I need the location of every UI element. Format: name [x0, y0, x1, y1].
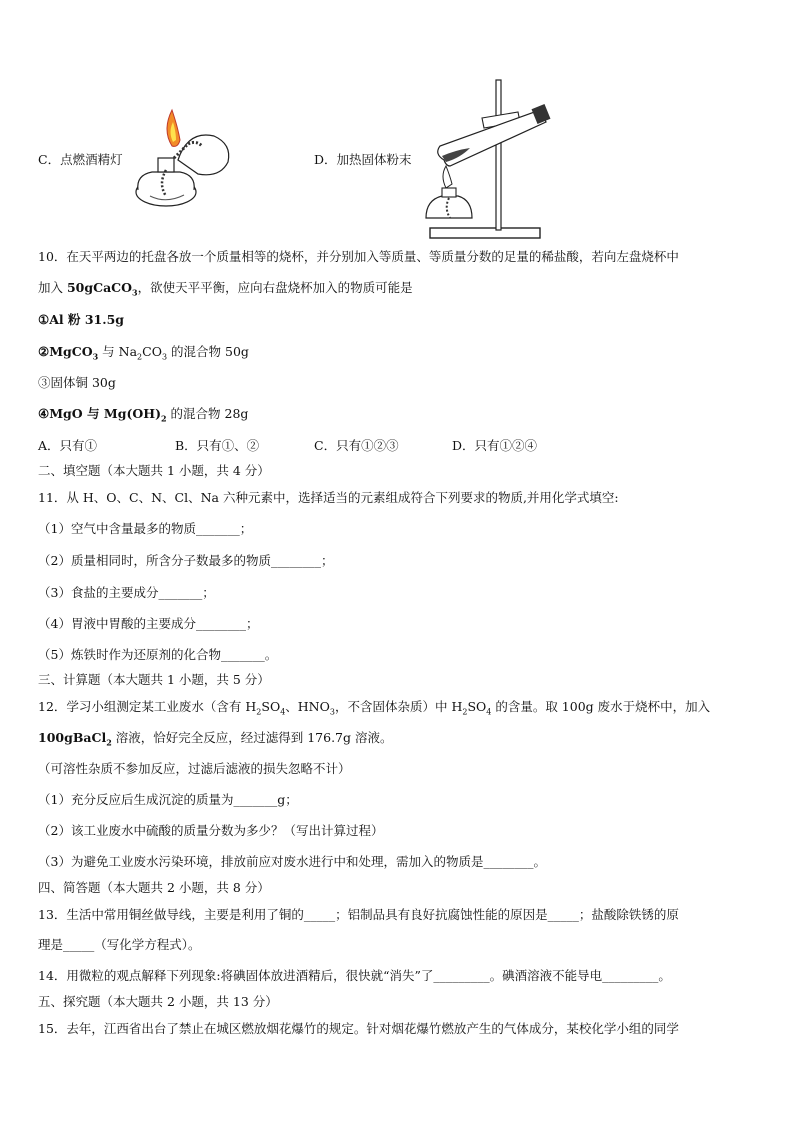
q12-note: （可溶性杂质不参加反应，过滤后滤液的损失忽略不计） — [38, 761, 351, 776]
q11-item-2: （2）质量相同时，所含分子数最多的物质________； — [38, 553, 334, 568]
q11-item-4: （4）胃液中胃酸的主要成分________； — [38, 616, 259, 631]
q12-l1f: 的含量。取 100g 废水于烧杯中，加入 — [491, 699, 711, 714]
q10-sub-3: 3 — [132, 287, 138, 298]
q10-line1: 10．在天平两边的托盘各放一个质量相等的烧杯，并分别加入等质量、等质量分数的足量的稀盐酸，若向左盘烧杯中 — [38, 249, 679, 264]
q10-line2 — [38, 279, 413, 297]
q12-l1b: SO — [261, 699, 281, 714]
q10-opt4 — [38, 405, 248, 423]
q10-opt2-b: 与 Na — [98, 344, 138, 359]
q12-sub-d: 2 — [462, 707, 468, 717]
option-c-text: 点燃酒精灯 — [60, 152, 123, 167]
q10-choice-a: A．只有① — [38, 438, 98, 453]
q12-item-1: （1）充分反应后生成沉淀的质量为_______g； — [38, 792, 298, 807]
q15: 15．去年，江西省出台了禁止在城区燃放烟花爆竹的规定。针对烟花爆竹燃放产生的气体成分，某校化学小组的同学 — [38, 1021, 679, 1036]
q10-opt4-sub: 2 — [160, 413, 167, 424]
q11-stem: 11．从 H、O、C、N、Cl、Na 六种元素中，选择适当的元素组成符合下列要求的物质,并用化学式填空: — [38, 490, 619, 505]
q10-opt3: ③固体铜 30g — [38, 375, 116, 390]
q10-opt1: ①Al 粉 31.5g — [38, 312, 125, 327]
q10-choice-b: B．只有①、② — [175, 438, 260, 453]
q12-l1c: 、HNO — [285, 699, 330, 714]
q13-line2: 理是_____（写化学方程式）。 — [38, 937, 201, 952]
option-d — [314, 150, 412, 168]
q13-line1: 13．生活中常用铜丝做导线，主要是利用了铜的_____；铝制品具有良好抗腐蚀性能的原因是_____；盐酸除铁锈的原 — [38, 907, 679, 922]
alcohol-lamp-illustration — [128, 100, 238, 218]
q10-opt4-a: ④MgO 与 Mg(OH) — [38, 406, 161, 421]
q10-opt2-sub2: 2 — [137, 352, 143, 362]
q10-opt2-sub1: 3 — [92, 351, 99, 362]
option-c — [38, 150, 123, 168]
q12-sub-c: 3 — [329, 707, 335, 717]
q12-sub-a: 2 — [256, 707, 262, 717]
heating-test-tube-illustration — [422, 76, 562, 244]
q10-opt2-c: CO — [142, 344, 162, 359]
q12-l1e: SO — [467, 699, 487, 714]
section-3-heading: 三、计算题（本大题共 1 小题，共 5 分） — [38, 672, 270, 687]
q10-choice-d: D．只有①②④ — [452, 438, 538, 453]
q12-sub-f: 2 — [106, 737, 112, 748]
section-5-heading: 五、探究题（本大题共 2 小题，共 13 分） — [38, 994, 278, 1009]
section-4-heading: 四、简答题（本大题共 2 小题，共 8 分） — [38, 880, 270, 895]
q12-item-3: （3）为避免工业废水污染环境，排放前应对废水进行中和处理，需加入的物质是________。 — [38, 854, 546, 869]
option-d-prefix: D． — [314, 152, 337, 167]
q10-opt2-sub3: 3 — [161, 352, 168, 362]
q11-item-3: （3）食盐的主要成分_______； — [38, 585, 215, 600]
q12-line2 — [38, 729, 393, 747]
q11-item-1: （1）空气中含量最多的物质_______； — [38, 521, 253, 536]
section-2-heading: 二、填空题（本大题共 1 小题，共 4 分） — [38, 463, 270, 478]
q12-l2a: 100gBaCl — [38, 730, 107, 745]
q10-opt2-a: ②MgCO — [38, 344, 93, 359]
q14: 14．用微粒的观点解释下列现象:将碘固体放进酒精后，很快就“消失”了_________。碘酒溶液不能导电_________。 — [38, 968, 671, 983]
q10-opt2 — [38, 343, 249, 361]
q12-l1a: 12．学习小组测定某工业废水（含有 H — [38, 699, 257, 714]
q11-item-5: （5）炼铁时作为还原剂的化合物_______。 — [38, 647, 278, 662]
q12-line1 — [38, 698, 710, 716]
q12-l2b: 溶液，恰好完全反应，经过滤得到 176.7g 溶液。 — [111, 730, 393, 745]
q10-line2-c: ，欲使天平平衡，应向右盘烧杯加入的物质可能是 — [137, 280, 413, 295]
q12-sub-e: 4 — [486, 707, 492, 717]
q10-choice-c: C．只有①②③ — [314, 438, 399, 453]
q12-item-2: （2）该工业废水中硫酸的质量分数为多少？（写出计算过程） — [38, 823, 384, 838]
option-d-text: 加热固体粉末 — [336, 152, 412, 167]
q10-opt4-b: 的混合物 28g — [166, 406, 249, 421]
q10-line2-formula: 50gCaCO — [66, 280, 133, 295]
q10-opt2-d: 的混合物 50g — [167, 344, 249, 359]
q12-l1d: ，不含固体杂质）中 H — [334, 699, 463, 714]
q12-sub-b: 4 — [280, 707, 286, 717]
q10-line2-a: 加入 — [38, 280, 67, 295]
option-c-prefix: C． — [38, 152, 61, 167]
